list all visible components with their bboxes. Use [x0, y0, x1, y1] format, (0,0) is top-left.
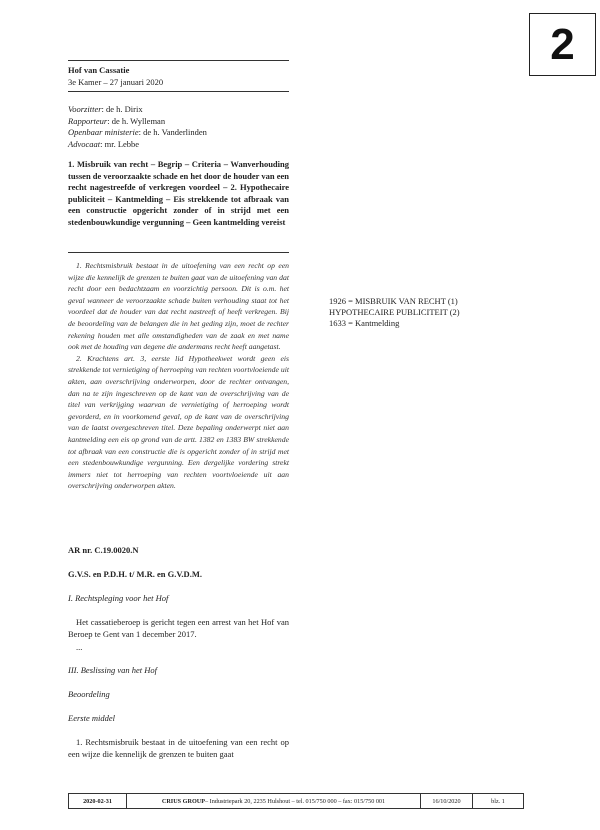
person-name: : de h. Wylleman: [107, 115, 166, 126]
person-public-ministry: [68, 127, 289, 139]
person-rapporteur: [68, 116, 289, 128]
footer-publisher: [127, 794, 421, 808]
header-divider: [68, 60, 289, 61]
section-heading-1: I. Rechtspleging voor het Hof: [68, 593, 169, 603]
keyword-1: 1926 = MISBRUIK VAN RECHT (1): [329, 296, 458, 306]
footer-date: 16/10/2020: [421, 794, 473, 808]
keyword-2: HYPOTHECAIRE PUBLICITEIT (2): [329, 307, 460, 318]
page-number-badge: 2: [529, 13, 596, 76]
page-footer: [68, 793, 524, 809]
footer-code: 2020-02-31: [69, 794, 127, 808]
chamber-date: 3e Kamer – 27 januari 2020: [68, 76, 164, 87]
persons-list: [68, 104, 289, 150]
case-summary: [68, 260, 289, 492]
person-name: : de h. Dirix: [101, 104, 143, 114]
court-divider: [68, 91, 289, 92]
ellipsis: ...: [76, 642, 83, 652]
person-role: Advocaat: [68, 138, 101, 149]
court-name: Hof van Cassatie: [68, 65, 130, 75]
person-role: Voorzitter: [68, 104, 102, 114]
assessment-heading: Beoordeling: [68, 689, 110, 699]
case-title: 1. Misbruik van recht – Begrip – Criteria – Wanverhouding tussen de veroorzaakte schade en het door de houder van een recht nagestreefde of verkregen voordeel – 2. Hypothecaire publiciteit – Kantmelding – Eis strekkende tot afbraak van een constructie opgericht zonder of in strijd met een stedenbouwkundige vergunning – Geen kantmelding vereist: [68, 159, 289, 227]
first-plea-heading: Eerste middel: [68, 713, 115, 723]
person-role: Rapporteur: [68, 115, 108, 126]
summary-paragraph-1: 1. Rechtsmisbruik bestaat in de uitoefening van een recht op een wijze die kennelijk de grenzen te buiten gaat van de uitoefening van dat recht door een bedachtzaam en voorzichtig persoon. Dit is o.m. het geval wanneer de veroorzaakte schade buiten verhouding staat tot het voordeel dat de houder van dat recht nastreeft of heeft verkregen. Bij de beoordeling van de belangen die in het geding zijn, moet de rechter rekening houden met alle omstandigheden van de zaak en met name ook met de houding van degene die andermans recht heeft aangetast.: [68, 261, 289, 352]
person-lawyer: [68, 139, 289, 151]
section-heading-3: III. Beslissing van het Hof: [68, 665, 157, 675]
person-presiding: [68, 104, 289, 116]
keyword-3: 1633 = Kantmelding: [329, 318, 400, 329]
person-role: Openbaar ministerie: [68, 127, 139, 138]
summary-paragraph-2: 2. Krachtens art. 3, eerste lid Hypotheekwet wordt geen eis strekkende tot vernietiging of herroeping van rechten voortvloeiende uit akten, aan overschrijving onderworpen, door de rechter ontvangen, dan na te zijn ingeschreven op de kant van de overschrijving van de titel van verkrijging waarvan de vernietiging of herroeping wordt gevorderd, en in voorkomend geval, op de kant van de overschrijving van de laatst overgeschreven titel. Deze bepaling onderwerpt niet aan kantmelding een eis op grond van de artt. 1382 en 1383 BW strekkende tot afbraak van een constructie die is opgericht zonder of in strijd met een stedenbouwkundige vergunning. Een dergelijke vordering strekt immers niet tot herroeping van rechten voortvloeiende uit aan overschrijving onderworpen akten.: [68, 353, 289, 491]
title-divider: [68, 252, 289, 253]
person-name: : mr. Lebbe: [100, 138, 140, 149]
footer-address: – Industriepark 20, 2235 Hulshout – tel. 015/750 000 – fax: 015/750 001: [205, 797, 386, 805]
keywords-sidebar: [329, 296, 529, 330]
person-name: : de h. Vanderlinden: [138, 127, 207, 138]
procedure-paragraph: Het cassatieberoep is gericht tegen een arrest van het Hof van Beroep te Gent van 1 december 2017.: [68, 617, 289, 639]
parties: G.V.S. en P.D.H. t/ M.R. en G.V.D.M.: [68, 569, 202, 579]
footer-page: blz. 1: [491, 797, 505, 805]
footer-publisher-name: CRIUS GROUP: [161, 797, 206, 805]
court-info: [68, 65, 289, 88]
decision-paragraph: 1. Rechtsmisbruik bestaat in de uitoefening van een recht op een wijze die kennelijk de grenzen te buiten gaat: [68, 737, 289, 759]
case-number: AR nr. C.19.0020.N: [68, 545, 139, 555]
